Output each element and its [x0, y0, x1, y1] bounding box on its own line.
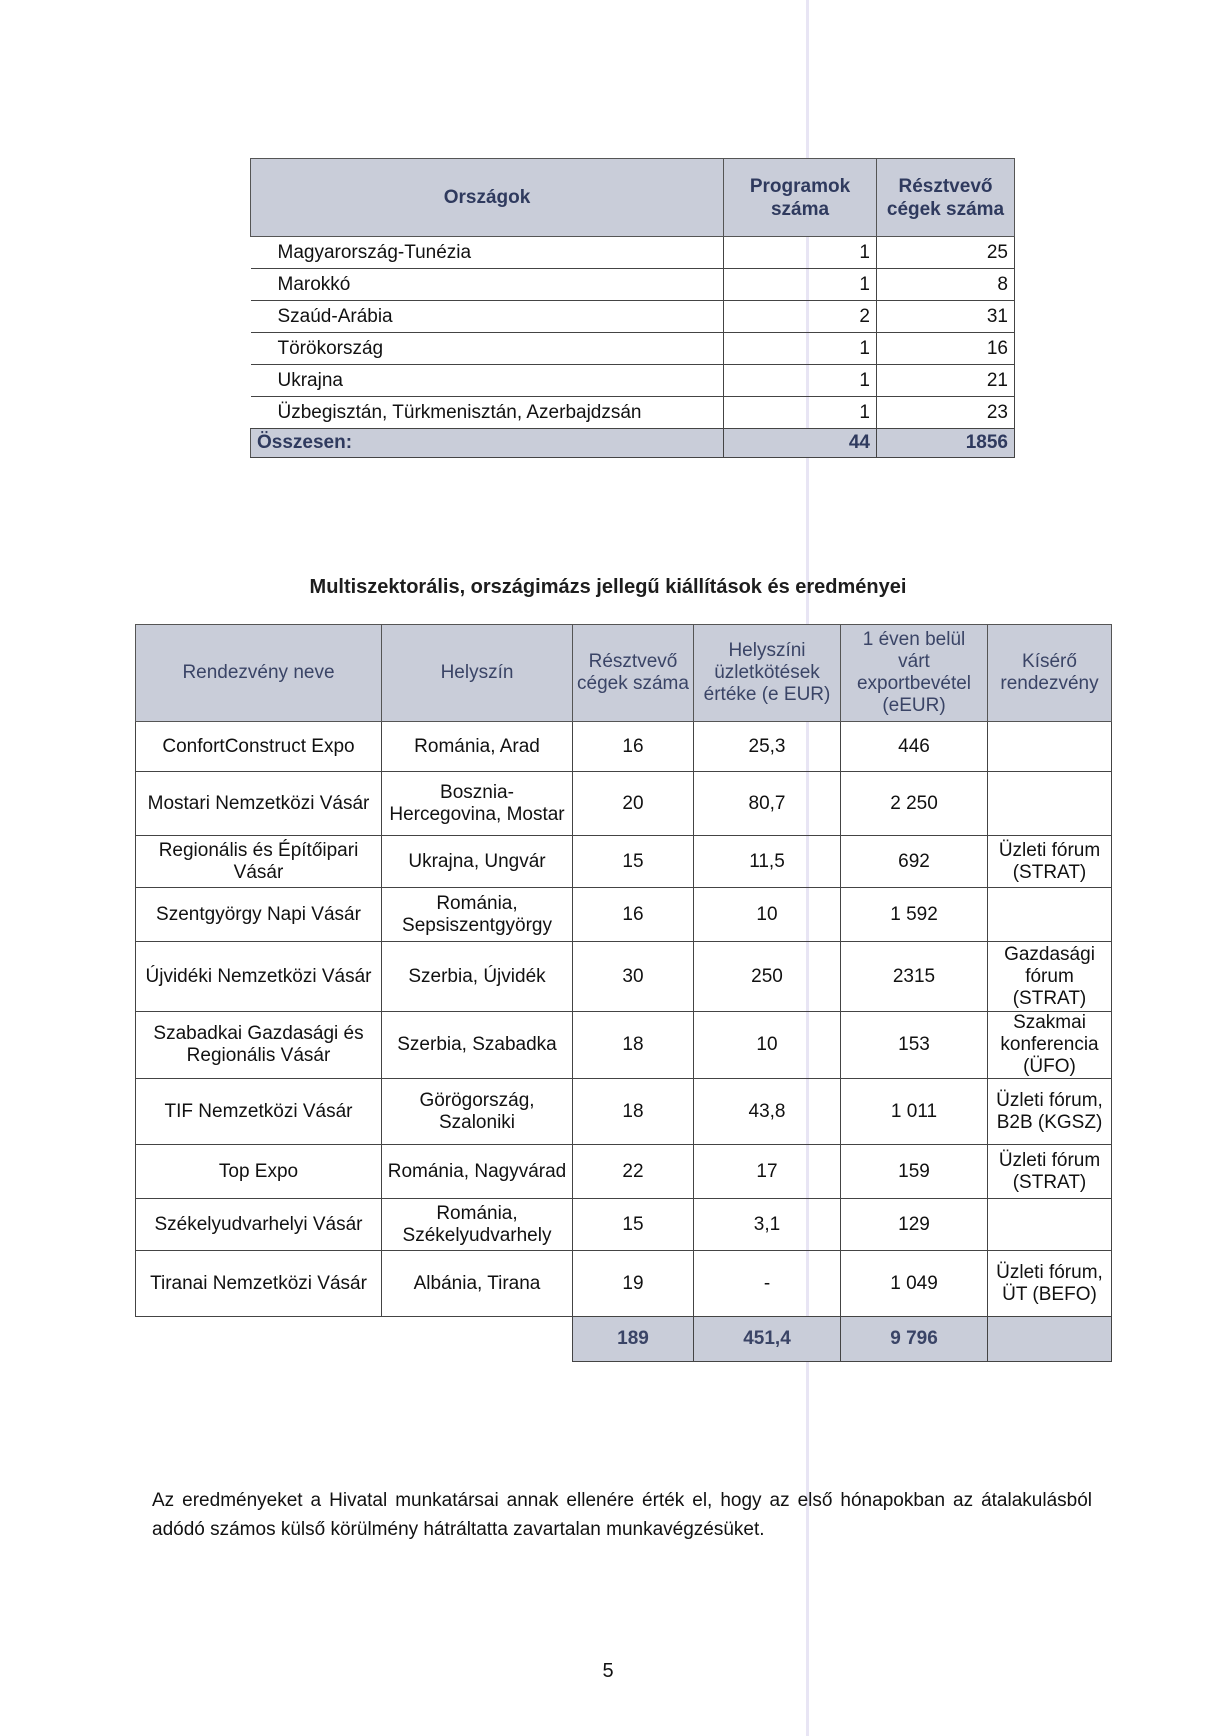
side-event-cell	[988, 1199, 1112, 1251]
header-location: Helyszín	[382, 625, 573, 722]
table-row	[136, 722, 1112, 772]
empty-cell	[136, 1317, 382, 1362]
event-name-cell: Tiranai Nemzetközi Vásár	[136, 1251, 382, 1317]
closing-paragraph: Az eredményeket a Hivatal munkatársai annak ellenére érték el, hogy az első hónapokban az átalakulásból adódó számos külső körülmény hátráltatta zavartalan munkavégzésüket.	[152, 1490, 1092, 1540]
country-cell: Üzbegisztán, Türkmenisztán, Azerbajdzsán	[251, 397, 724, 429]
location-cell: Románia, Sepsiszentgyörgy	[382, 888, 573, 942]
header-deals-value: Helyszíni üzletkötések értéke (e EUR)	[694, 625, 841, 722]
table-row	[251, 237, 1015, 269]
companies-cell: 18	[573, 1079, 694, 1145]
location-cell: Szerbia, Szabadka	[382, 1012, 573, 1079]
total-row	[251, 429, 1015, 458]
programs-cell: 1	[724, 237, 877, 269]
programs-cell: 1	[724, 397, 877, 429]
deals-value-cell: 11,5	[694, 836, 841, 888]
event-name-cell: Székelyudvarhelyi Vásár	[136, 1199, 382, 1251]
side-event-cell: Szakmai konferencia (ÜFO)	[988, 1012, 1112, 1079]
header-event-name: Rendezvény neve	[136, 625, 382, 722]
table-row	[251, 365, 1015, 397]
country-cell: Törökország	[251, 333, 724, 365]
total-programs: 44	[724, 429, 877, 458]
country-cell: Szaúd-Arábia	[251, 301, 724, 333]
event-name-cell: TIF Nemzetközi Vásár	[136, 1079, 382, 1145]
companies-cell: 31	[877, 301, 1015, 333]
event-name-cell: Szentgyörgy Napi Vásár	[136, 888, 382, 942]
exhibitions-table	[135, 624, 1112, 1362]
expected-export-cell: 446	[841, 722, 988, 772]
companies-cell: 22	[573, 1145, 694, 1199]
location-cell: Görögország, Szaloniki	[382, 1079, 573, 1145]
table-row	[136, 1251, 1112, 1317]
table-row	[251, 333, 1015, 365]
companies-cell: 8	[877, 269, 1015, 301]
location-cell: Románia, Székelyudvarhely	[382, 1199, 573, 1251]
deals-value-cell: 25,3	[694, 722, 841, 772]
table-row	[251, 269, 1015, 301]
header-side-event: Kísérő rendezvény	[988, 625, 1112, 722]
expected-export-cell: 2315	[841, 942, 988, 1012]
total-expected-export: 9 796	[841, 1317, 988, 1362]
table2-title: Multiszektorális, országimázs jellegű kiállítások és eredményei	[309, 576, 907, 598]
table-row	[136, 1145, 1112, 1199]
side-event-cell: Gazdasági fórum (STRAT)	[988, 942, 1112, 1012]
deals-value-cell: 43,8	[694, 1079, 841, 1145]
expected-export-cell: 1 592	[841, 888, 988, 942]
event-name-cell: Regionális és Építőipari Vásár	[136, 836, 382, 888]
header-companies: Résztvevő cégek száma	[573, 625, 694, 722]
total-deals-value: 451,4	[694, 1317, 841, 1362]
expected-export-cell: 692	[841, 836, 988, 888]
table-row	[136, 888, 1112, 942]
table2-body	[136, 722, 1112, 1362]
programs-cell: 1	[724, 269, 877, 301]
side-event-cell	[988, 722, 1112, 772]
programs-cell: 2	[724, 301, 877, 333]
table-row	[136, 836, 1112, 888]
event-name-cell: ConfortConstruct Expo	[136, 722, 382, 772]
table-row	[251, 397, 1015, 429]
page-number: 5	[602, 1660, 614, 1682]
table-row	[136, 1199, 1112, 1251]
location-cell: Bosznia-Hercegovina, Mostar	[382, 772, 573, 836]
header-countries: Országok	[251, 159, 724, 237]
event-name-cell: Újvidéki Nemzetközi Vásár	[136, 942, 382, 1012]
companies-cell: 25	[877, 237, 1015, 269]
country-cell: Marokkó	[251, 269, 724, 301]
total-row	[136, 1317, 1112, 1362]
expected-export-cell: 1 011	[841, 1079, 988, 1145]
expected-export-cell: 1 049	[841, 1251, 988, 1317]
location-cell: Románia, Nagyvárad	[382, 1145, 573, 1199]
deals-value-cell: 80,7	[694, 772, 841, 836]
expected-export-cell: 2 250	[841, 772, 988, 836]
table1-body	[251, 237, 1015, 458]
country-cell: Ukrajna	[251, 365, 724, 397]
companies-cell: 21	[877, 365, 1015, 397]
side-event-cell: Üzleti fórum (STRAT)	[988, 1145, 1112, 1199]
table-row	[136, 1012, 1112, 1079]
header-companies: Résztvevő cégek száma	[877, 159, 1015, 237]
deals-value-cell: 17	[694, 1145, 841, 1199]
companies-cell: 15	[573, 1199, 694, 1251]
deals-value-cell: 10	[694, 888, 841, 942]
table-row	[136, 772, 1112, 836]
location-cell: Ukrajna, Ungvár	[382, 836, 573, 888]
deals-value-cell: -	[694, 1251, 841, 1317]
total-companies: 1856	[877, 429, 1015, 458]
table-row	[251, 301, 1015, 333]
country-cell: Magyarország-Tunézia	[251, 237, 724, 269]
empty-cell	[382, 1317, 573, 1362]
companies-cell: 30	[573, 942, 694, 1012]
empty-cell	[988, 1317, 1112, 1362]
companies-cell: 15	[573, 836, 694, 888]
header-programs: Programok száma	[724, 159, 877, 237]
companies-cell: 19	[573, 1251, 694, 1317]
companies-cell: 16	[573, 722, 694, 772]
total-companies: 189	[573, 1317, 694, 1362]
side-event-cell: Üzleti fórum (STRAT)	[988, 836, 1112, 888]
expected-export-cell: 159	[841, 1145, 988, 1199]
event-name-cell: Mostari Nemzetközi Vásár	[136, 772, 382, 836]
programs-cell: 1	[724, 365, 877, 397]
location-cell: Szerbia, Újvidék	[382, 942, 573, 1012]
companies-cell: 16	[877, 333, 1015, 365]
programs-cell: 1	[724, 333, 877, 365]
deals-value-cell: 250	[694, 942, 841, 1012]
location-cell: Albánia, Tirana	[382, 1251, 573, 1317]
expected-export-cell: 153	[841, 1012, 988, 1079]
companies-cell: 20	[573, 772, 694, 836]
companies-cell: 16	[573, 888, 694, 942]
header-expected-export: 1 éven belül várt exportbevétel (eEUR)	[841, 625, 988, 722]
companies-cell: 18	[573, 1012, 694, 1079]
event-name-cell: Szabadkai Gazdasági és Regionális Vásár	[136, 1012, 382, 1079]
deals-value-cell: 3,1	[694, 1199, 841, 1251]
countries-programs-table	[250, 158, 1015, 458]
table-row	[136, 1079, 1112, 1145]
table-row	[136, 942, 1112, 1012]
event-name-cell: Top Expo	[136, 1145, 382, 1199]
side-event-cell	[988, 888, 1112, 942]
companies-cell: 23	[877, 397, 1015, 429]
side-event-cell: Üzleti fórum, B2B (KGSZ)	[988, 1079, 1112, 1145]
expected-export-cell: 129	[841, 1199, 988, 1251]
location-cell: Románia, Arad	[382, 722, 573, 772]
side-event-cell: Üzleti fórum, ÜT (BEFO)	[988, 1251, 1112, 1317]
deals-value-cell: 10	[694, 1012, 841, 1079]
side-event-cell	[988, 772, 1112, 836]
total-label: Összesen:	[251, 429, 724, 458]
